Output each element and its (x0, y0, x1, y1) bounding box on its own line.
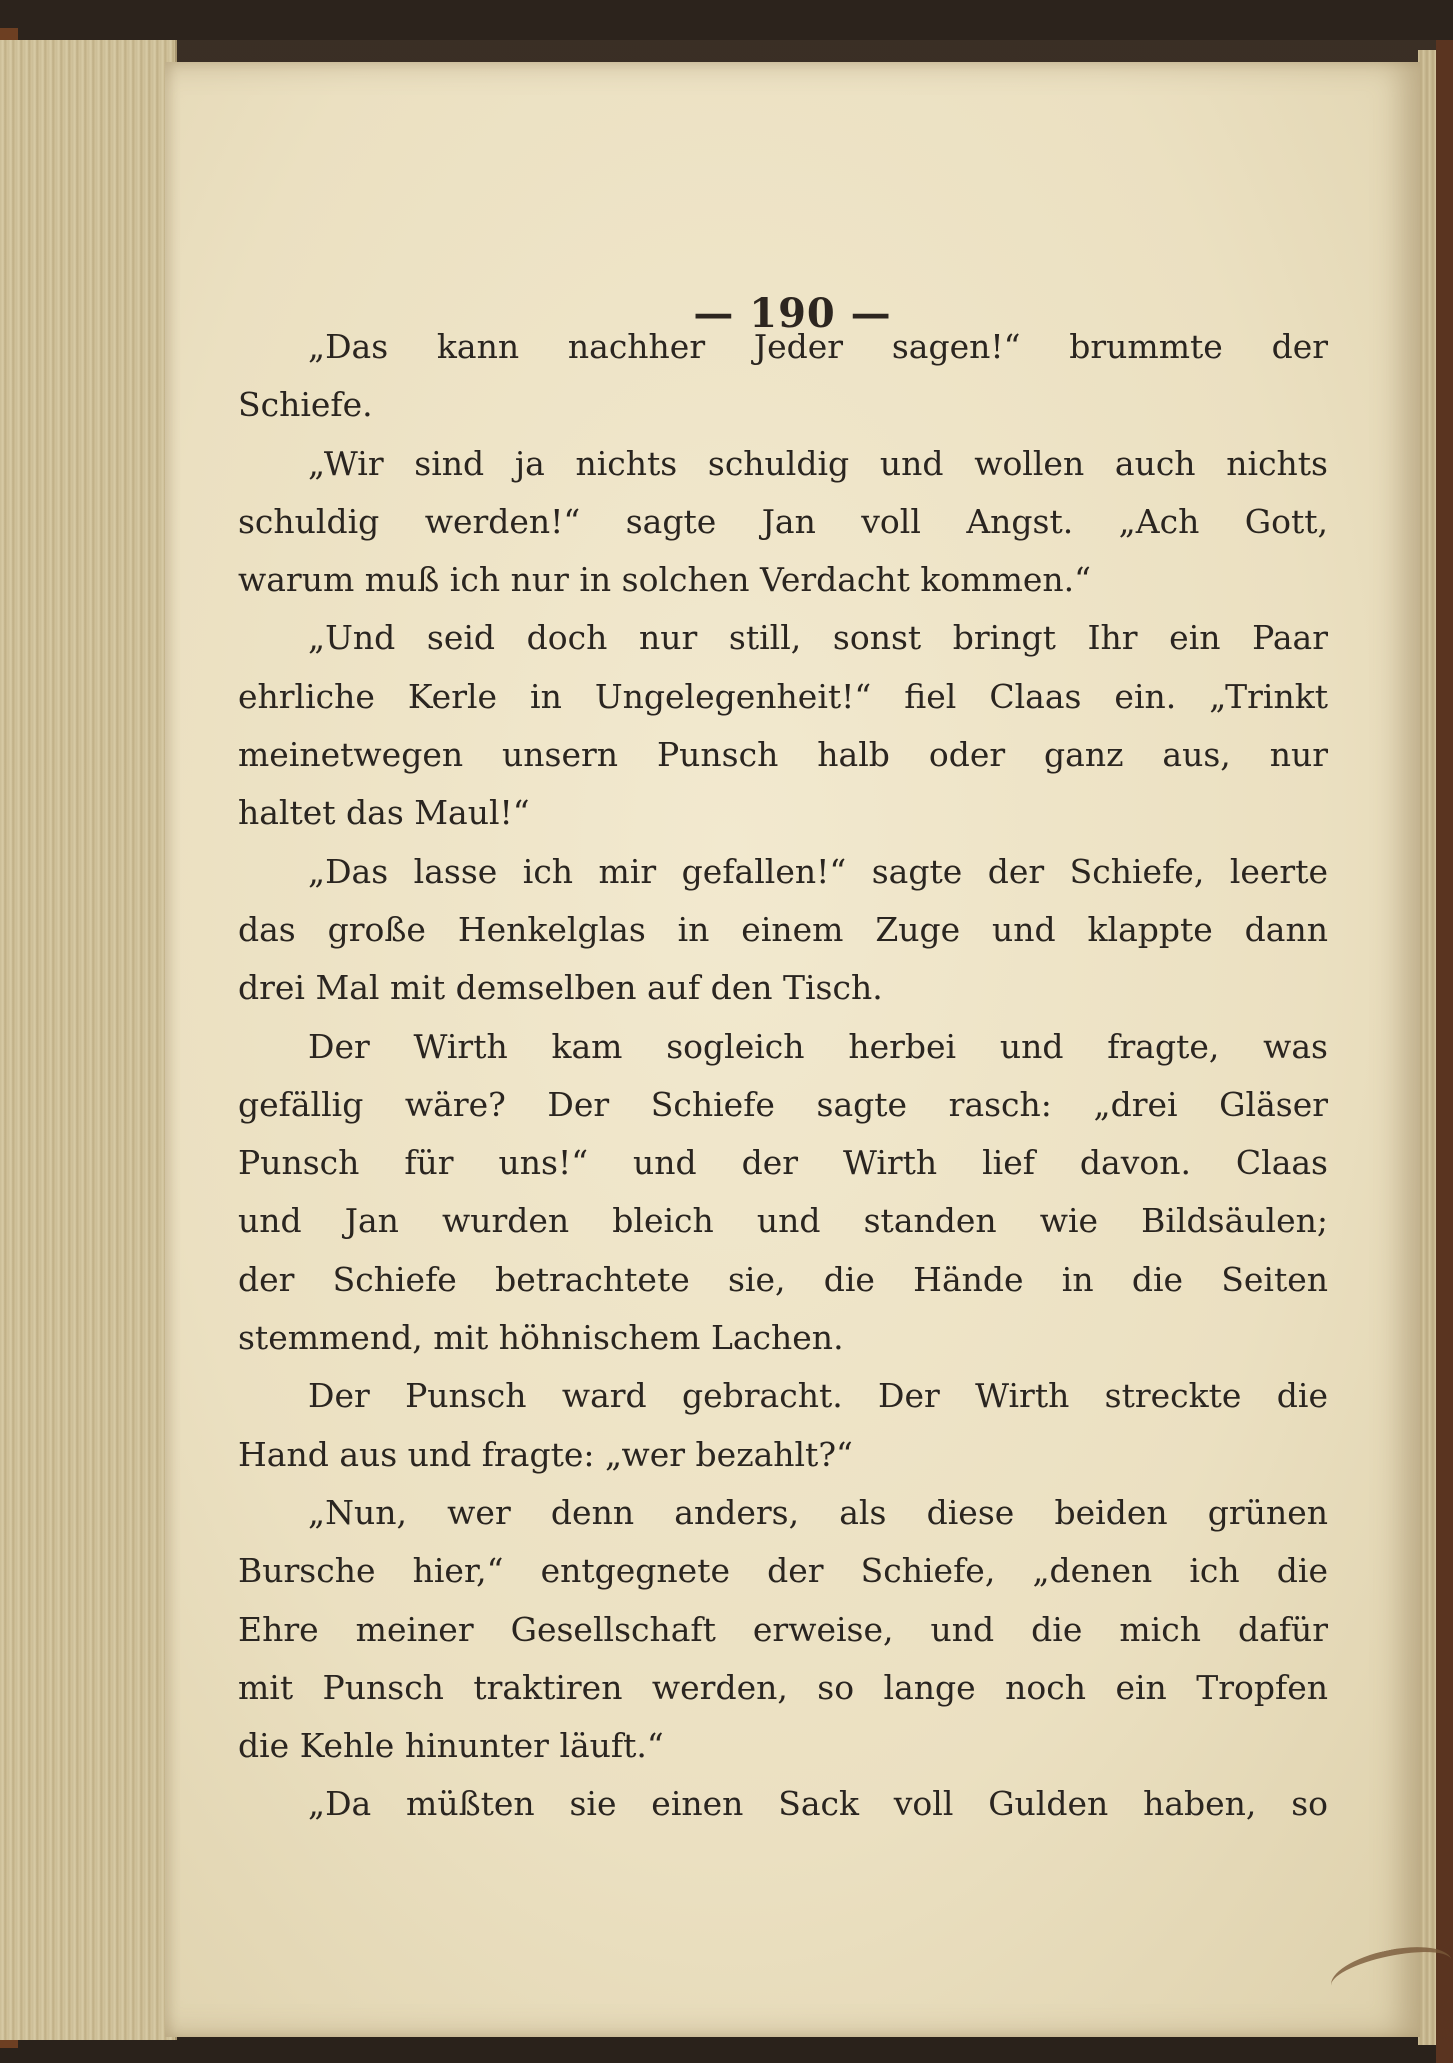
text-line: schuldig werden!“ sagte Jan voll Angst. „Ach Gott, (238, 501, 1328, 541)
text-line: ehrliche Kerle in Ungelegenheit!“ fiel Claas ein. „Trinkt (238, 676, 1328, 716)
text-line: Schiefe. (238, 385, 373, 425)
text-line: Der Wirth kam sogleich herbei und fragte, was (308, 1026, 1328, 1066)
text-line: „Das lasse ich mir gefallen!“ sagte der Schiefe, leerte (308, 851, 1328, 891)
text-line: „Das kann nachher Jeder sagen!“ brummte der (308, 327, 1328, 366)
text-line: „Und seid doch nur still, sonst bringt Ihr ein Paar (308, 618, 1328, 658)
text-line: haltet das Maul!“ (238, 793, 530, 833)
text-line: drei Mal mit demselben auf den Tisch. (238, 968, 883, 1008)
text-line: der Schiefe betrachtete sie, die Hände in die Seiten (238, 1259, 1328, 1299)
background-top (0, 0, 1453, 40)
text-line: warum muß ich nur in solchen Verdacht kommen.“ (238, 560, 1092, 600)
text-line: „Wir sind ja nichts schuldig und wollen auch nichts (308, 443, 1328, 483)
book-cover-right (1436, 40, 1453, 2063)
text-line: Bursche hier,“ entgegnete der Schiefe, „denen ich die (238, 1551, 1328, 1591)
text-line: und Jan wurden bleich und standen wie Bildsäulen; (238, 1201, 1328, 1241)
text-line: meinetwegen unsern Punsch halb oder ganz aus, nur (238, 735, 1328, 775)
text-line: Der Punsch ward gebracht. Der Wirth streckte die (308, 1376, 1328, 1416)
text-line: die Kehle hinunter läuft.“ (238, 1726, 664, 1766)
text-line: das große Henkelglas in einem Zuge und klappte dann (238, 909, 1328, 949)
text-line: „Nun, wer denn anders, als diese beiden grünen (308, 1492, 1328, 1532)
text-line: mit Punsch traktiren werden, so lange noch ein Tropfen (238, 1667, 1328, 1707)
page-edges-right (1418, 50, 1438, 2045)
page-edges-left (0, 40, 177, 2040)
text-line: Punsch für uns!“ und der Wirth lief davon. Claas (238, 1143, 1328, 1183)
text-line: Hand aus und fragte: „wer bezahlt?“ (238, 1434, 853, 1474)
text-line: gefällig wäre? Der Schiefe sagte rasch: „drei Gläser (238, 1084, 1328, 1124)
page-number: — 190 — (693, 290, 892, 337)
text-line: „Da müßten sie einen Sack voll Gulden haben, so (308, 1784, 1328, 1824)
text-line: stemmend, mit höhnischem Lachen. (238, 1318, 844, 1358)
text-line: Ehre meiner Gesellschaft erweise, und die mich dafür (238, 1609, 1328, 1649)
page-text (238, 318, 1328, 1834)
